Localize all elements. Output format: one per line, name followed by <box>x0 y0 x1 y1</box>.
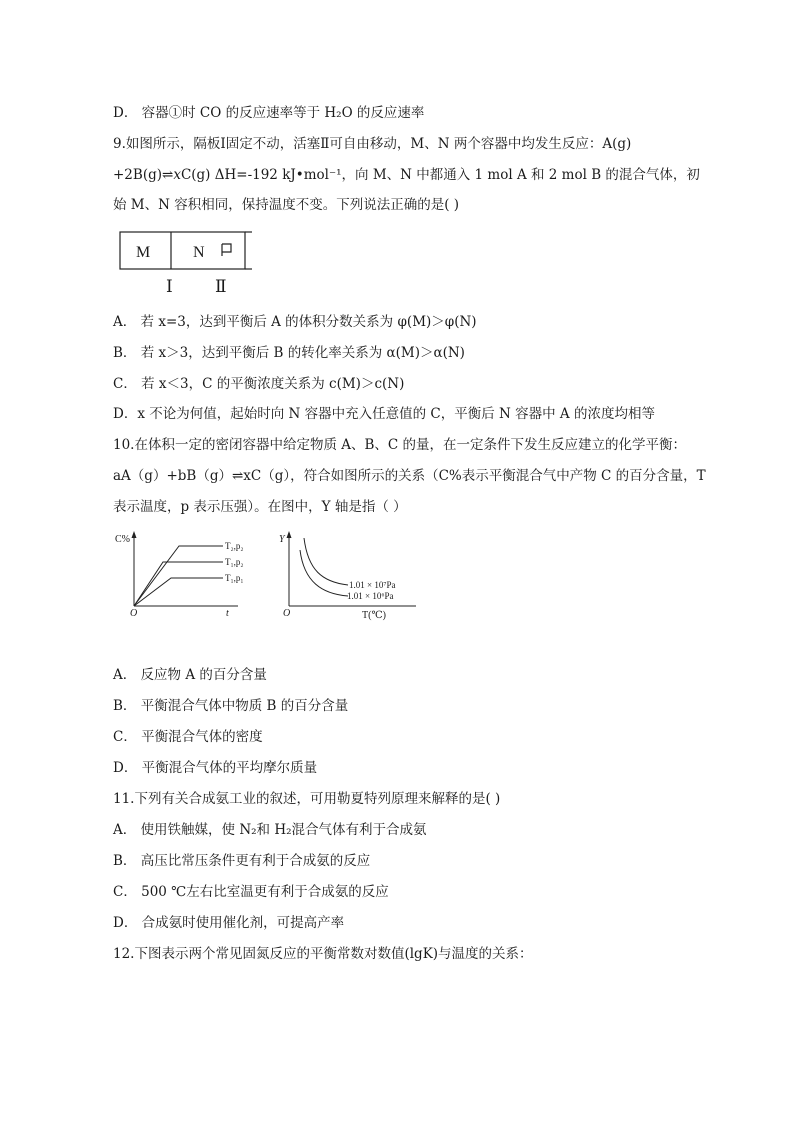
label-n: N <box>193 244 205 261</box>
q11-stem: 11.下列有关合成氨工业的叙述，可用勒夏特列原理来解释的是( ) <box>113 791 501 807</box>
q9-line3: 始 M、N 容积相同，保持温度不变。下列说法正确的是( ) <box>113 197 460 213</box>
q11-option-c: C． 500 ℃左右比室温更有利于合成氨的反应 <box>113 884 389 900</box>
label-pressure-1e7: 1.01 × 10⁷Pa <box>349 580 396 590</box>
option-d-prev: D． 容器①时 CO 的反应速率等于 H₂O 的反应速率 <box>113 105 425 121</box>
q10-line3: 表示温度，p 表示压强）。在图中，Y 轴是指（ ） <box>113 499 407 515</box>
curve-low-pressure <box>300 550 348 596</box>
label-i: Ⅰ <box>166 277 173 296</box>
q9-line1: 9.如图所示，隔板Ⅰ固定不动，活塞Ⅱ可自由移动，M、N 两个容器中均发生反应：A(g) <box>113 136 632 152</box>
q10-option-a: A． 反应物 A 的百分含量 <box>113 667 267 683</box>
q10-line2: aA（g）+bB（g）⇌xC（g），符合如图所示的关系（C%表示平衡混合气中产物 C 的百分含量，T <box>113 468 706 484</box>
graph-c-percent-vs-time <box>113 530 248 618</box>
label-t1-p1: T₁,p₁ <box>225 573 244 583</box>
label-pressure-1e6: 1.01 × 10⁶Pa <box>347 591 394 601</box>
q9-line2-reactants: +2B(g) <box>113 167 162 183</box>
q9-option-b: B． 若 x＞3，达到平衡后 B 的转化率关系为 α(M)＞α(N) <box>113 345 465 361</box>
q9-line2 <box>113 166 700 184</box>
q10-option-d: D． 平衡混合气体的平均摩尔质量 <box>113 760 318 776</box>
label-ii: Ⅱ <box>215 277 227 296</box>
q11-option-a: A． 使用铁触媒，使 N₂和 H₂混合气体有利于合成氨 <box>113 822 427 838</box>
curve-t1-p2 <box>134 562 223 606</box>
graph-y-vs-temperature <box>278 530 423 622</box>
ylabel-y: Y <box>279 534 285 545</box>
label-m: M <box>136 244 151 261</box>
q10-option-b: B． 平衡混合气体中物质 B 的百分含量 <box>113 698 349 714</box>
q12-stem: 12.下图表示两个常见固氮反应的平衡常数对数值(lgK)与温度的关系： <box>113 946 533 962</box>
q9-option-c: C． 若 x＜3，C 的平衡浓度关系为 c(M)＞c(N) <box>113 376 405 392</box>
q11-option-d: D． 合成氨时使用催化剂，可提高产率 <box>113 915 345 931</box>
q11-option-b: B． 高压比常压条件更有利于合成氨的反应 <box>113 853 371 869</box>
q9-option-d: D．x 不论为何值，起始时向 N 容器中充入任意值的 C，平衡后 N 容器中 A 的浓度均相等 <box>113 406 655 422</box>
equilibrium-arrow-icon: ⇌ <box>162 167 174 183</box>
xlabel-temperature: T(℃) <box>362 610 386 621</box>
curve-t2-p2 <box>134 546 223 606</box>
q10-option-c: C． 平衡混合气体的密度 <box>113 729 263 745</box>
curve-t1-p1 <box>134 578 223 606</box>
label-t2-p2: T₂,p₂ <box>225 541 244 551</box>
origin-label: O <box>130 608 138 618</box>
origin-label: O <box>283 608 291 619</box>
container-diagram <box>118 230 253 296</box>
label-t1-p2: T₁,p₂ <box>225 557 244 567</box>
q9-line2-rest: C(g) ΔH=-192 kJ•mol⁻¹，向 M、N 中都通入 1 mol A 和 2 mol B 的混合气体，初 <box>180 167 700 183</box>
q9-option-a: A． 若 x=3，达到平衡后 A 的体积分数关系为 φ(M)＞φ(N) <box>113 314 477 330</box>
ylabel-c-percent: C% <box>115 534 130 545</box>
q9-coefficient-x: x <box>173 167 181 183</box>
xlabel-t: t <box>226 608 229 618</box>
q10-line1: 10.在体积一定的密闭容器中给定物质 A、B、C 的量，在一定条件下发生反应建立的化学平衡： <box>113 437 687 453</box>
